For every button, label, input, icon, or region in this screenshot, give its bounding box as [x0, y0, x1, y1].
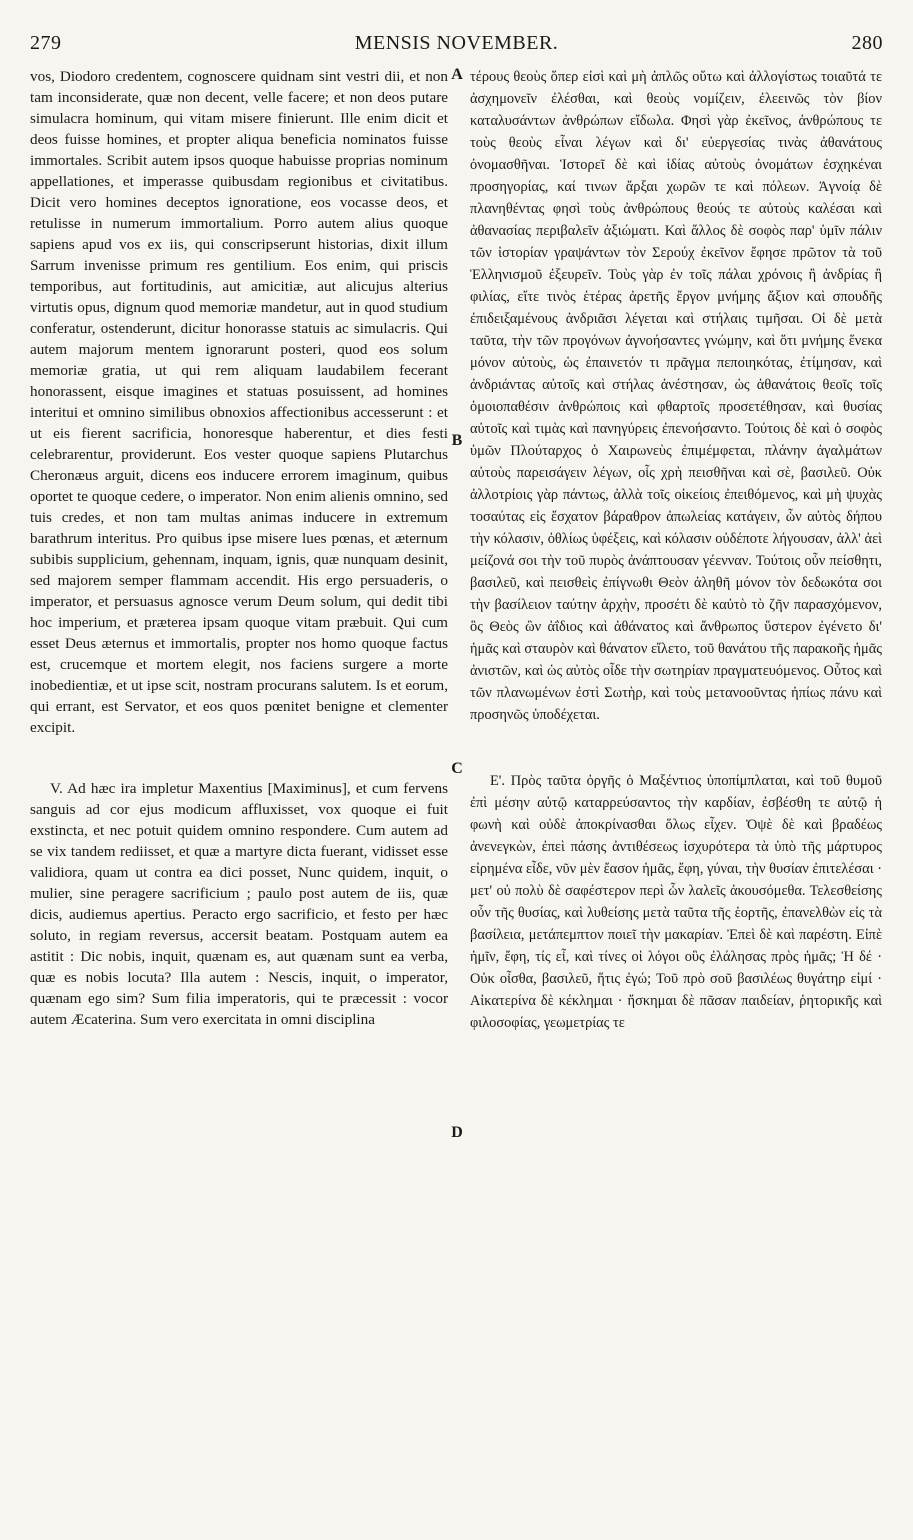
page-number-right: 280	[851, 32, 883, 54]
latin-paragraph: V. Ad hæc ira impletur Maxentius [Maximinus], et cum fervens sanguis ad cor ejus modicum affluxisset, vox quoque ei fuit exstincta, et nec potuit quidem omnino respondere. Cum autem ad se vix tandem rediisset, et quæ a martyre dicta fuerant, vidisset esse validiora, quam ut contra ea dici posset, Nunc quidem, inquit, o mulier, sine peragere sacrificium ; paulo post autem de iis, quæ dicis, audiemus apertius. Peracto ergo sacrificio, et festo per hæc soluto, in regiam reversus, accersit beatam. Postquam autem ea astitit : Dic nobis, inquit, quænam es, aut quænam sunt ea verba, quæ es nobis locuta? Illa autem : Nescis, inquit, o imperator, quænam ego sim? Sum filia imperatoris, qui te præcessit : vocor autem Æcaterina. Sum vero exercitata in omni disciplina	[30, 780, 448, 1028]
margin-marker-c: C	[451, 760, 463, 777]
page-number-left: 279	[30, 32, 62, 54]
margin-marker-a: A	[451, 66, 463, 83]
margin-marker-b: B	[451, 432, 463, 449]
greek-paragraph: Ε'. Πρὸς ταῦτα ὀργῆς ὁ Μαξέντιος ὑποπίμπλαται, καὶ τοῦ θυμοῦ ἐπὶ μέσην αὐτῷ καταρρεύσαντος τὴν καρδίαν, ἐσβέσθη τε αὐτῷ ἡ φωνὴ καὶ οὐδὲ ἀποκρίνασθαι ὅλως εἶχεν. Ὀψὲ δὲ καὶ βραδέως ἀνενεγκὼν, ἐπεὶ πάσης ἀντιθέσεως ἰσχυρότερα τὰ ὑπὸ τῆς μάρτυρος εἰρημένα εἶδε, νῦν μὲν ἔασον ἡμᾶς, ἔφη, γύναι, τὴν θυσίαν ἐπιτελέσαι · μετ' οὐ πολὺ δὲ σαφέστερον περὶ ὧν λαλεῖς ἀκουσόμεθα. Τελεσθείσης οὖν τῆς θυσίας, καὶ λυθείσης μετὰ ταῦτα τῆς ἑορτῆς, ἐπανελθὼν εἰς τὰ βασίλεια, μετάπεμπτον ποιεῖ τὴν μακαρίαν. Ἐπεὶ δὲ καὶ παρέστη. Εἰπὲ ἡμῖν, ἔφη, τίς εἶ, καὶ τίνες οἱ λόγοι οὓς ἐλάλησας πρὸς ἡμᾶς; Ἡ δέ · Οὐκ οἶσθα, βασιλεῦ, ἥτις ἐγώ; Τοῦ πρὸ σοῦ βασιλέως θυγάτηρ εἰμί · Αἰκατερίνα δὲ κέκλημαι · ἤσκημαι δὲ πᾶσαν παιδείαν, ῥητορικῆς καὶ φιλοσοφίας, γεωμετρίας τε	[470, 773, 882, 1031]
greek-paragraph: τέρους θεοὺς ὅπερ εἰσὶ καὶ μὴ ἁπλῶς οὕτω καὶ ἀλλογίστως τοιαῦτά τε ἀσχημονεῖν ἐλέσθαι, καὶ θεοὺς νομίζειν, ἐλεεινῶς τὸν βίον καταλυσάντων ἀνθρώπων εἴδωλα. Φησὶ γὰρ ἐκεῖνος, ἀνθρώπους τε τοὺς θεοὺς εἶναι λέγων καὶ δι' εὐεργεσίας τινὰς ἀθανάτους ὀνομασθῆναι. Ἱστορεῖ δὲ καὶ ἰδίας αὐτοὺς ὀνομάτων ἐσχηκέναι προσηγορίας, καί τινων ἄρξαι χωρῶν τε καὶ πόλεων. Ἀγνοίᾳ δὲ πλανηθέντας φησὶ τοὺς ἀνθρώπους θεούς τε αὐτοὺς καλέσαι καὶ ἀθανασίας περιβαλεῖν ἀξιώματι. Καὶ ἄλλος δὲ σοφὸς παρ' ὑμῖν πάλιν τῶν ἱστορίαν γραψάντων τὸν Σερούχ ἐκεῖνον ἔφησε πρῶτον τὰ τοῦ Ἑλληνισμοῦ ἐξευρεῖν. Τοὺς γὰρ ἐν τοῖς πάλαι χρόνοις ἢ ἀνδρίας ἢ φιλίας, εἴτε τινὸς ἑτέρας ἀρετῆς ἔργον μνήμης ἄξιον καὶ σπουδῆς ἐπιδειξαμένους ἀνδριᾶσι λέγεται καὶ στήλαις τιμῆσαι. Οἱ δὲ μετὰ ταῦτα, τὴν τῶν προγόνων ἀγνοήσαντες γνώμην, καὶ ὅτι μνήμης ἕνεκα μόνον αὐτοὺς, ὡς ἐπαινετόν τι πρᾶγμα πεποιηκότας, ἐτίμησαν, καὶ ἀνδριάντας αὐτοῖς καὶ στήλας ἀνέστησαν, ὡς ἀθανάτοις θεοῖς τοῖς ὁμοιοπαθέσιν ἀνθρώποις καὶ φθαρτοῖς προσετέθησαν, καὶ θυσίας αὐτοῖς καὶ τιμὰς καὶ πανηγύρεις ἐπενοήσαντο. Τούτοις δὲ καὶ ὁ σοφὸς ὑμῶν Πλούταρχος ὁ Χαιρωνεὺς ἐπιμέμφεται, πλάνην ἀγαλμάτων αὐτοὺς παρεισάγειν λέγων, οἷς χρὴ πεισθῆναι καὶ σὲ, βασιλεῦ. Οὐκ ἀλλοτρίοις γὰρ πάντως, ἀλλὰ τοῖς οἰκείοις ἐπειθόμενος, καὶ μὴ ψυχὰς τοσαύτας εἰς ἔσχατον βάραθρον ἀπωλείας κατάγειν, ὧν αὐτὸς δήπου τὴν κόλασιν, ὀθλίως ὑφέξεις, καὶ κόλασιν οὐδέποτε λήγουσαν, ἀλλ' ἀεὶ μείζονά σοι τὴν τοῦ πυρὸς ἀνάπτουσαν γέενναν. Τούτοις οὖν πείσθητι, βασιλεῦ, καὶ πεισθεὶς ἐπίγνωθι Θεὸν ἀληθῆ μόνον τὸν δεδωκότα σοι τὴν βασίλειον ταύτην ἀρχὴν, προσέτι δὲ καὐτὸ τὸ ζῆν παρασχόμενον, ὃς Θεὸς ὢν ἀΐδιος καὶ ἀθάνατος καὶ ἄνθρωπος ὕστερον ἐγένετο δι' ἡμᾶς καὶ σταυρὸν καὶ θάνατον εἵλετο, τοῦ θανάτου τῆς παρακοῆς ἡμᾶς ἀνιστῶν, καὶ ὡς αὐτὸς οἶδε τὴν σωτηρίαν πραγματευόμενος. Οὗτος καὶ τῶν πλανωμένων ἐστὶ Σωτὴρ, καὶ τοὺς μετανοοῦντας ἠπίως πάνυ καὶ προσηνῶς ὑποδέχεται.	[470, 69, 882, 723]
latin-column	[30, 66, 448, 1030]
greek-column	[470, 66, 882, 1034]
margin-marker-d: D	[451, 1124, 463, 1141]
latin-paragraph: vos, Diodoro credentem, cognoscere quidnam sint vestri dii, et non tam inconsiderate, quæ non decent, velle facere; et non deos putare simulacra hominum, qui vitam misere finierunt. Ille enim dicit et deos fuisse homines, et propter aliqua beneficia nominatos fuisse immortales. Scribit autem ipsos quoque habuisse proprias nominum appellationes, et imperasse quibusdam regionibus et civitatibus. Dicit vero homines deceptos ignoratione, eos vocasse deos, et retulisse in numerum immortalium. Porro autem alius quoque sapiens apud vos ex iis, qui conscripserunt historias, dixit illum Sarrum invenisse primum res gentilium. Eos enim, qui priscis temporibus, aut fortitudinis, aut amicitiæ, aut alicujus alterius virtutis opus, dignum quod memoriæ mandetur, aut in quod studium conferatur, ostenderunt, dicitur honorasse statuis ac simulacris. Qui autem majorum mentem ignorarunt posteri, quod eos solum memoriæ gratia, ut qui rem aliquam laudabilem fecerant honorassent, eisque imagines et statuas posuissent, ad homines interitui et omnino similibus obnoxios affectionibus accesserunt : et ut eis fierent sacrificia, honoresque haberentur, et dies festi celebrarentur, providerunt. Eos vester quoque sapiens Plutarchus Cheronæus arguit, dicens eos inducere errorem imaginum, quibus oportet te quoque cedere, o imperator. Non enim alienis omnino, sed tuis credes, et non tam multas animas inducere in extremum barathrum interitus. Pro quibus ipse misere lues pœnas, et æternum subibis supplicium, gehennam, inquam, ignis, quæ nunquam desinit, sed majorem semper flammam accendit. His ergo persuaderis, o imperator, et persuasus agnosce verum Deum solum, qui dedit tibi hoc imperium, et præterea ipsam quoque vitam præbuit. Qui cum esset Deus æternus et immortalis, propter nos homo quoque factus est, crucemque et mortem elegit, nos faciens surgere a morte inobedientiæ, et ut ipse scit, nostram procurans salutem. Is et eorum, qui errant, est Servator, et eos quos pœnitet benigne et clementer excipit.	[30, 68, 448, 736]
running-title: MENSIS NOVEMBER.	[354, 32, 559, 54]
page-header	[30, 32, 883, 58]
